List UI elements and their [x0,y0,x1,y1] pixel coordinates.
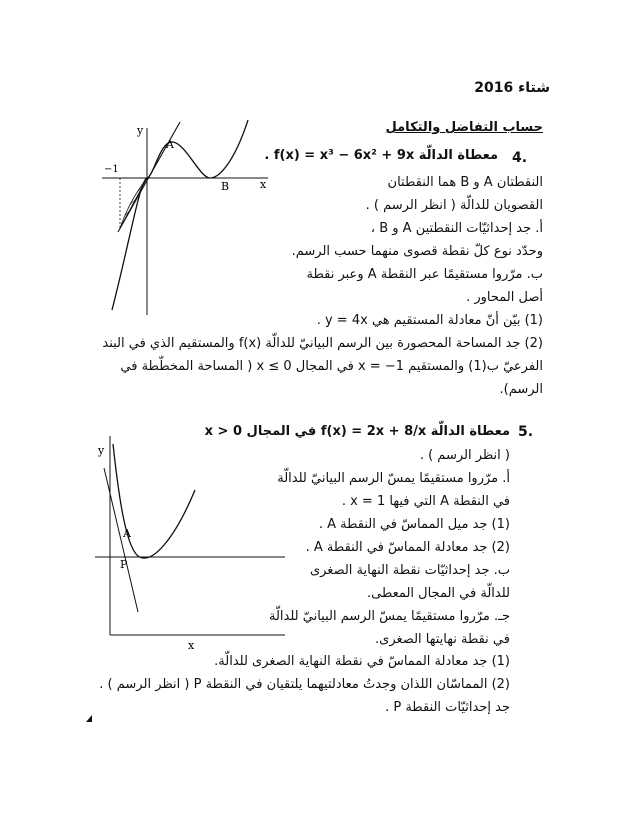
q4-line: ب. مرّروا مستقيمًا عبر النقطة A وعبر نقطة [306,267,543,282]
x-axis-label: x [188,639,195,652]
q5-line: أ. مرّروا مستقيمًا يمسّ الرسم البيانيّ للدالّة [277,471,510,486]
q4-line: النقطتان A و B هما النقطتان [387,175,543,190]
q5-line: للدالّة في المجال المعطى. [367,586,510,601]
page-corner-mark [86,715,94,723]
question-4-part-2 [103,336,543,398]
point-a-label: A [166,138,174,151]
q4-line: أصل المحاور . [466,290,543,305]
q5-line: في النقطة A التي فيها x = 1 . [341,494,510,509]
q4-line: الفرعيّ ب(1) والمستقيم x = −1 في المجال x ≤ 0 ( المساحة المخطّطة في [120,359,543,374]
q5-line: (2) جد معادلة المماسّ في النقطة A . [305,540,510,555]
point-a-label: A [123,527,131,540]
tangent-at-a [104,468,138,612]
section-title: حساب التفاضل والتكامل [385,120,543,135]
x-axis-label: x [260,178,267,191]
q4-graph [90,120,300,320]
question-5-number: 5. [518,424,534,440]
point-p-label: P [120,558,128,571]
question-4-number: 4. [512,150,528,166]
q5-line: جـ. مرّروا مستقيمًا يمسّ الرسم البيانيّ للدالّة [269,609,510,624]
q5-line: (2) المماسّان اللذان وجدتُ معادلتيهما يلتقيان في النقطة P ( انظر الرسم ) . [99,677,510,692]
q5-line: في نقطة نهايتها الصغرى. [375,632,510,647]
q4-line: الرسم). [499,382,543,397]
y-axis-label: y [137,124,144,137]
q4-line: معطاة الدالّة f(x) = x³ − 6x² + 9x . [264,148,498,163]
q5-line: جد إحداثيّات النقطة P . [385,700,510,715]
q4-line: (2) جد المساحة المحصورة بين الرسم البيانيّ للدالّة f(x) والمستقيم الذي في البند [102,336,543,351]
page-header: شتاء 2016 [474,80,550,96]
q5-line: (1) جد معادلة المماسّ في نقطة النهاية الصغرى للدالّة. [214,654,510,669]
y-axis-label: y [98,444,105,457]
q5-graph [90,430,300,655]
q5-line: ب. جد إحداثيّات نقطة النهاية الصغرى [309,563,510,578]
function-curve [112,120,248,310]
q4-line: أ. جد إحداثيّات النقطتين A و B ، [370,221,543,236]
question-4-body [283,175,543,336]
function-curve [113,444,195,558]
q5-line: (1) جد ميل المماسّ في النقطة A . [318,517,510,532]
question-5-part-c [70,654,510,716]
q4-line: (1) بيّن أنّ معادلة المستقيم هي y = 4x . [316,313,543,328]
q5-line: معطاة الدالّة f(x) = 2x + 8/x في المجال x > 0 [204,424,510,439]
tick-label-minus-1: −1 [104,164,119,175]
q4-line: وحدّد نوع كلّ نقطة قصوى منهما حسب الرسم. [291,244,543,259]
point-b-label: B [221,180,230,193]
q5-line: ( انظر الرسم ) . [419,448,510,463]
q4-line: القصويان للدالّة ( انظر الرسم ) . [365,198,543,213]
